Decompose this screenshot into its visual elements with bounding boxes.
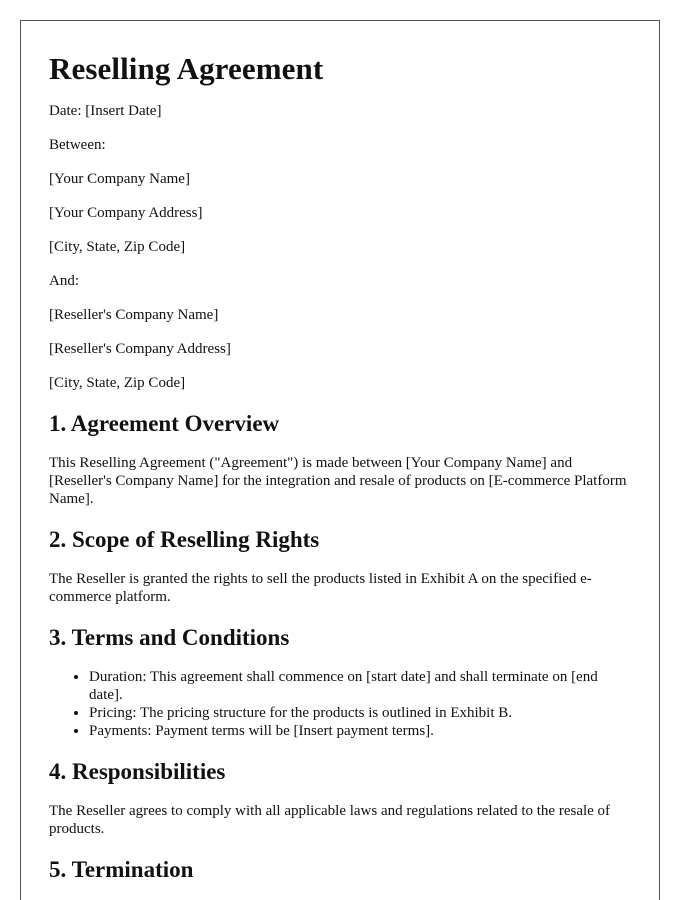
company-city-state-zip: [City, State, Zip Code] <box>49 239 186 255</box>
reseller-company-name: [Reseller's Company Name] <box>49 307 219 323</box>
section-heading-termination: 5. Termination <box>49 857 194 882</box>
list-item-payments: • Payments: Payment terms will be [Insert payment terms]. <box>89 722 631 740</box>
list-item-pricing: • Pricing: The pricing structure for the products is outlined in Exhibit B. <box>89 704 631 722</box>
section-text-scope: The Reseller is granted the rights to sell the products listed in Exhibit A on the specified e-commerce platform. <box>49 571 592 605</box>
section-text-responsibilities: The Reseller agrees to comply with all applicable laws and regulations related to the resale of products. <box>49 803 611 837</box>
list-item-duration: • Duration: This agreement shall commence on [start date] and shall terminate on [end date]. <box>89 668 631 704</box>
and-label: And: <box>49 273 79 289</box>
reseller-city-state-zip: [City, State, Zip Code] <box>49 375 186 391</box>
document-page <box>20 20 660 900</box>
document-title: Reselling Agreement <box>49 51 324 86</box>
section-heading-responsibilities: 4. Responsibilities <box>49 759 226 784</box>
section-heading-overview: 1. Agreement Overview <box>49 411 280 436</box>
company-address: [Your Company Address] <box>49 205 203 221</box>
reseller-company-address: [Reseller's Company Address] <box>49 341 231 357</box>
section-heading-scope: 2. Scope of Reselling Rights <box>49 527 320 552</box>
terms-list <box>49 668 631 740</box>
between-label: Between: <box>49 137 106 153</box>
company-name: [Your Company Name] <box>49 171 190 187</box>
section-heading-terms: 3. Terms and Conditions <box>49 625 290 650</box>
section-text-overview: This Reselling Agreement ("Agreement") is made between [Your Company Name] and [Reseller's Company Name] for the integration and resale of products on [E-commerce Platform Name]. <box>49 455 627 507</box>
date-line: Date: [Insert Date] <box>49 103 162 119</box>
